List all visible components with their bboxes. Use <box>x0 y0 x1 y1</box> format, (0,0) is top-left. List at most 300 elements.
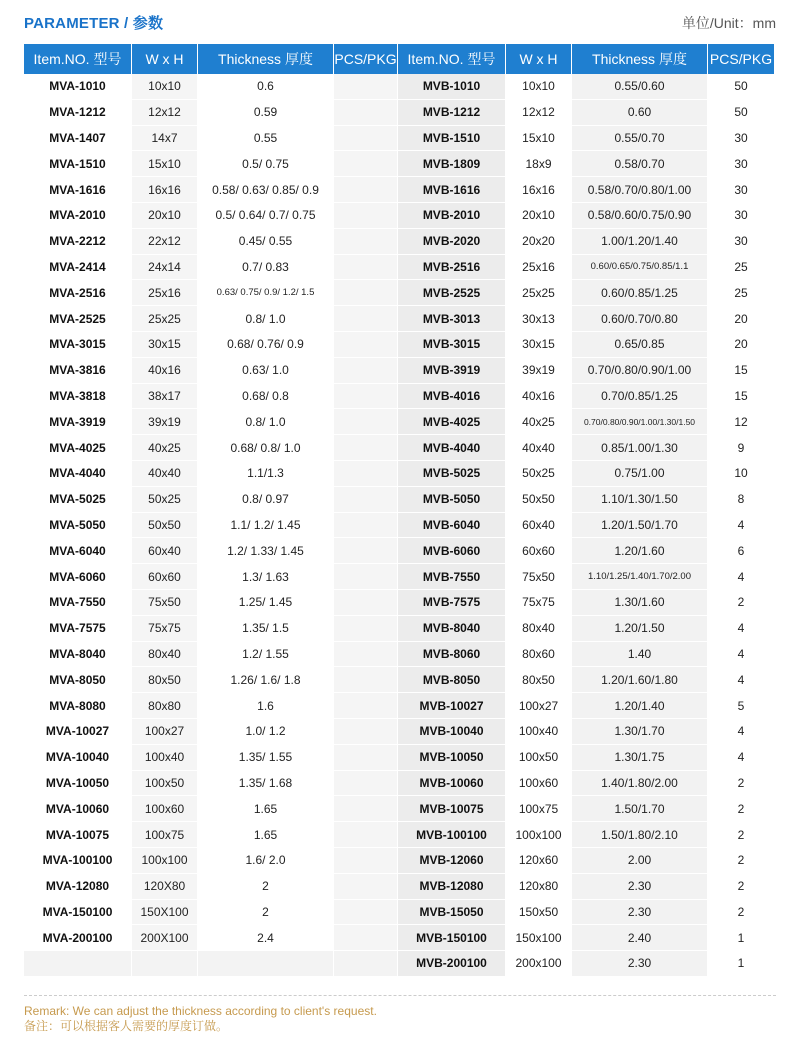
cell-wxh: 39x19 <box>506 358 572 384</box>
cell-pcs-pkg <box>334 745 398 771</box>
table-row <box>24 461 774 487</box>
cell-wxh: 100x60 <box>506 771 572 797</box>
table-row <box>24 332 774 358</box>
cell-item-no: MVA-1010 <box>24 74 132 100</box>
column-header-thickness: Thickness 厚度 <box>198 44 334 74</box>
cell-wxh: 10x10 <box>506 74 572 100</box>
table-row <box>24 771 774 797</box>
cell-wxh: 40x16 <box>132 358 198 384</box>
cell-wxh: 75x75 <box>506 590 572 616</box>
cell-thickness: 1.26/ 1.6/ 1.8 <box>198 667 334 693</box>
cell-item-no: MVA-10075 <box>24 822 132 848</box>
cell-pcs-pkg: 4 <box>708 564 774 590</box>
cell-pcs-pkg: 25 <box>708 280 774 306</box>
cell-thickness: 0.63/ 0.75/ 0.9/ 1.2/ 1.5 <box>198 280 334 306</box>
cell-pcs-pkg <box>334 590 398 616</box>
cell-item-no: MVB-4016 <box>398 384 506 410</box>
cell-pcs-pkg <box>334 461 398 487</box>
cell-wxh: 100x75 <box>132 822 198 848</box>
cell-pcs-pkg: 1 <box>708 925 774 951</box>
cell-thickness: 1.20/1.50/1.70 <box>572 513 708 539</box>
table-row <box>24 100 774 126</box>
cell-pcs-pkg <box>334 513 398 539</box>
cell-thickness: 0.5/ 0.75 <box>198 151 334 177</box>
parameter-table <box>24 44 774 977</box>
cell-item-no: MVB-1809 <box>398 151 506 177</box>
column-header-pcs-pkg: PCS/PKG <box>708 44 774 74</box>
cell-thickness: 0.45/ 0.55 <box>198 229 334 255</box>
cell-thickness: 0.58/0.70/0.80/1.00 <box>572 177 708 203</box>
cell-thickness: 1.35/ 1.5 <box>198 616 334 642</box>
cell-wxh: 100x40 <box>506 719 572 745</box>
cell-pcs-pkg <box>334 642 398 668</box>
cell-pcs-pkg <box>334 126 398 152</box>
cell-wxh: 25x16 <box>132 280 198 306</box>
cell-item-no: MVA-6040 <box>24 538 132 564</box>
cell-item-no: MVA-3818 <box>24 384 132 410</box>
cell-item-no: MVA-3015 <box>24 332 132 358</box>
table-row <box>24 177 774 203</box>
cell-wxh: 150X100 <box>132 900 198 926</box>
cell-item-no: MVB-15050 <box>398 900 506 926</box>
cell-thickness: 2.00 <box>572 848 708 874</box>
cell-item-no: MVA-2414 <box>24 255 132 281</box>
cell-thickness: 0.60/0.70/0.80 <box>572 306 708 332</box>
cell-item-no: MVA-1616 <box>24 177 132 203</box>
cell-item-no: MVA-1407 <box>24 126 132 152</box>
cell-thickness: 1.6 <box>198 693 334 719</box>
cell-thickness: 1.30/1.70 <box>572 719 708 745</box>
cell-pcs-pkg: 2 <box>708 848 774 874</box>
cell-item-no: MVB-10040 <box>398 719 506 745</box>
cell-pcs-pkg: 8 <box>708 487 774 513</box>
cell-wxh: 120x80 <box>506 874 572 900</box>
cell-pcs-pkg: 4 <box>708 745 774 771</box>
cell-pcs-pkg <box>334 409 398 435</box>
cell-thickness: 0.68/ 0.8/ 1.0 <box>198 435 334 461</box>
remark <box>24 1004 377 1034</box>
cell-item-no: MVB-1010 <box>398 74 506 100</box>
cell-thickness: 2 <box>198 874 334 900</box>
cell-wxh <box>132 951 198 977</box>
cell-wxh: 100x27 <box>506 693 572 719</box>
cell-thickness: 1.2/ 1.33/ 1.45 <box>198 538 334 564</box>
cell-thickness: 0.58/0.70 <box>572 151 708 177</box>
cell-wxh: 25x25 <box>132 306 198 332</box>
cell-item-no <box>24 951 132 977</box>
cell-pcs-pkg: 15 <box>708 384 774 410</box>
cell-thickness: 1.20/1.40 <box>572 693 708 719</box>
cell-wxh: 20x20 <box>506 229 572 255</box>
cell-wxh: 120x60 <box>506 848 572 874</box>
cell-pcs-pkg: 15 <box>708 358 774 384</box>
cell-wxh: 80x80 <box>132 693 198 719</box>
table-row <box>24 564 774 590</box>
cell-thickness: 1.50/1.70 <box>572 796 708 822</box>
cell-wxh: 22x12 <box>132 229 198 255</box>
cell-thickness: 0.58/0.60/0.75/0.90 <box>572 203 708 229</box>
cell-wxh: 100x27 <box>132 719 198 745</box>
cell-item-no: MVA-2525 <box>24 306 132 332</box>
table-row <box>24 900 774 926</box>
table-header-row <box>24 44 774 74</box>
cell-pcs-pkg <box>334 384 398 410</box>
cell-wxh: 40x25 <box>506 409 572 435</box>
cell-wxh: 100x60 <box>132 796 198 822</box>
cell-thickness: 2.30 <box>572 900 708 926</box>
cell-wxh: 18x9 <box>506 151 572 177</box>
cell-item-no: MVA-7575 <box>24 616 132 642</box>
cell-item-no: MVB-4025 <box>398 409 506 435</box>
table-row <box>24 306 774 332</box>
cell-wxh: 12x12 <box>506 100 572 126</box>
cell-thickness: 1.2/ 1.55 <box>198 642 334 668</box>
cell-pcs-pkg <box>334 332 398 358</box>
cell-pcs-pkg <box>334 822 398 848</box>
cell-pcs-pkg: 2 <box>708 771 774 797</box>
cell-wxh: 25x16 <box>506 255 572 281</box>
cell-item-no: MVA-5025 <box>24 487 132 513</box>
cell-wxh: 150x50 <box>506 900 572 926</box>
cell-wxh: 40x40 <box>132 461 198 487</box>
table-row <box>24 719 774 745</box>
cell-item-no: MVA-6060 <box>24 564 132 590</box>
cell-item-no: MVB-7550 <box>398 564 506 590</box>
table-row <box>24 435 774 461</box>
table-row <box>24 538 774 564</box>
cell-wxh: 80x40 <box>506 616 572 642</box>
cell-pcs-pkg: 30 <box>708 229 774 255</box>
table-row <box>24 409 774 435</box>
cell-wxh: 60x40 <box>132 538 198 564</box>
cell-thickness: 1.50/1.80/2.10 <box>572 822 708 848</box>
cell-item-no: MVB-150100 <box>398 925 506 951</box>
cell-thickness: 0.68/ 0.76/ 0.9 <box>198 332 334 358</box>
table-row <box>24 616 774 642</box>
cell-thickness: 2.4 <box>198 925 334 951</box>
cell-wxh: 30x15 <box>132 332 198 358</box>
cell-thickness: 1.10/1.25/1.40/1.70/2.00 <box>572 564 708 590</box>
cell-wxh: 38x17 <box>132 384 198 410</box>
table-row <box>24 848 774 874</box>
cell-item-no: MVA-100100 <box>24 848 132 874</box>
cell-pcs-pkg: 4 <box>708 513 774 539</box>
cell-item-no: MVB-2020 <box>398 229 506 255</box>
cell-item-no: MVB-10060 <box>398 771 506 797</box>
table-row <box>24 925 774 951</box>
cell-item-no: MVA-8050 <box>24 667 132 693</box>
cell-wxh: 15x10 <box>506 126 572 152</box>
page-header <box>24 8 776 36</box>
cell-wxh: 100x100 <box>132 848 198 874</box>
cell-pcs-pkg <box>334 74 398 100</box>
cell-pcs-pkg <box>334 693 398 719</box>
table-row <box>24 513 774 539</box>
cell-wxh: 50x50 <box>506 487 572 513</box>
column-header-wxh: W x H <box>132 44 198 74</box>
cell-thickness: 0.65/0.85 <box>572 332 708 358</box>
cell-pcs-pkg: 4 <box>708 616 774 642</box>
cell-pcs-pkg: 4 <box>708 642 774 668</box>
cell-wxh: 50x50 <box>132 513 198 539</box>
cell-pcs-pkg: 30 <box>708 151 774 177</box>
cell-wxh: 50x25 <box>132 487 198 513</box>
remark-english: Remark: We can adjust the thickness according to client's request. <box>24 1004 377 1018</box>
cell-thickness: 0.68/ 0.8 <box>198 384 334 410</box>
cell-item-no: MVA-1212 <box>24 100 132 126</box>
cell-wxh: 16x16 <box>132 177 198 203</box>
cell-thickness: 0.63/ 1.0 <box>198 358 334 384</box>
cell-wxh: 10x10 <box>132 74 198 100</box>
cell-pcs-pkg <box>334 177 398 203</box>
cell-item-no: MVA-10050 <box>24 771 132 797</box>
cell-item-no: MVB-3919 <box>398 358 506 384</box>
cell-thickness: 1.40/1.80/2.00 <box>572 771 708 797</box>
cell-item-no: MVA-10040 <box>24 745 132 771</box>
table-row <box>24 745 774 771</box>
cell-pcs-pkg: 2 <box>708 900 774 926</box>
cell-wxh: 100x100 <box>506 822 572 848</box>
cell-item-no: MVB-3015 <box>398 332 506 358</box>
cell-item-no: MVA-10027 <box>24 719 132 745</box>
cell-thickness: 1.0/ 1.2 <box>198 719 334 745</box>
cell-thickness: 2 <box>198 900 334 926</box>
column-header-thickness: Thickness 厚度 <box>572 44 708 74</box>
cell-thickness: 0.75/1.00 <box>572 461 708 487</box>
column-header-item-no: Item.NO. 型号 <box>24 44 132 74</box>
cell-pcs-pkg <box>334 951 398 977</box>
cell-thickness: 0.8/ 1.0 <box>198 306 334 332</box>
cell-wxh: 200X100 <box>132 925 198 951</box>
cell-item-no: MVA-2212 <box>24 229 132 255</box>
cell-item-no: MVA-10060 <box>24 796 132 822</box>
cell-wxh: 20x10 <box>132 203 198 229</box>
column-header-wxh: W x H <box>506 44 572 74</box>
cell-item-no: MVA-8040 <box>24 642 132 668</box>
table-row <box>24 126 774 152</box>
cell-thickness: 0.55/0.60 <box>572 74 708 100</box>
cell-thickness: 2.40 <box>572 925 708 951</box>
cell-item-no: MVB-1510 <box>398 126 506 152</box>
cell-item-no: MVA-150100 <box>24 900 132 926</box>
table-row <box>24 203 774 229</box>
cell-wxh: 80x50 <box>132 667 198 693</box>
cell-pcs-pkg <box>334 255 398 281</box>
cell-thickness: 0.70/0.80/0.90/1.00/1.30/1.50 <box>572 409 708 435</box>
cell-thickness: 1.65 <box>198 796 334 822</box>
cell-pcs-pkg <box>334 796 398 822</box>
cell-pcs-pkg: 4 <box>708 719 774 745</box>
table-row <box>24 667 774 693</box>
cell-thickness: 1.1/ 1.2/ 1.45 <box>198 513 334 539</box>
cell-wxh: 40x16 <box>506 384 572 410</box>
cell-pcs-pkg <box>334 538 398 564</box>
cell-pcs-pkg: 30 <box>708 126 774 152</box>
cell-thickness: 1.1/1.3 <box>198 461 334 487</box>
table-row <box>24 151 774 177</box>
cell-item-no: MVB-1616 <box>398 177 506 203</box>
cell-item-no: MVA-4040 <box>24 461 132 487</box>
cell-pcs-pkg: 20 <box>708 306 774 332</box>
cell-thickness: 1.20/1.60 <box>572 538 708 564</box>
cell-thickness: 0.60/0.85/1.25 <box>572 280 708 306</box>
cell-pcs-pkg <box>334 487 398 513</box>
cell-wxh: 80x40 <box>132 642 198 668</box>
cell-wxh: 80x60 <box>506 642 572 668</box>
cell-thickness: 0.55 <box>198 126 334 152</box>
cell-pcs-pkg: 2 <box>708 590 774 616</box>
cell-thickness: 0.70/0.80/0.90/1.00 <box>572 358 708 384</box>
cell-thickness: 1.20/1.60/1.80 <box>572 667 708 693</box>
cell-pcs-pkg <box>334 435 398 461</box>
cell-wxh: 150x100 <box>506 925 572 951</box>
cell-item-no: MVA-3816 <box>24 358 132 384</box>
table-row <box>24 874 774 900</box>
cell-pcs-pkg: 4 <box>708 667 774 693</box>
cell-thickness: 0.8/ 1.0 <box>198 409 334 435</box>
cell-thickness: 0.58/ 0.63/ 0.85/ 0.9 <box>198 177 334 203</box>
cell-thickness: 0.85/1.00/1.30 <box>572 435 708 461</box>
cell-wxh: 50x25 <box>506 461 572 487</box>
table-row <box>24 384 774 410</box>
cell-pcs-pkg <box>334 306 398 332</box>
cell-wxh: 75x50 <box>506 564 572 590</box>
cell-pcs-pkg <box>334 229 398 255</box>
cell-pcs-pkg <box>334 900 398 926</box>
cell-wxh: 14x7 <box>132 126 198 152</box>
cell-pcs-pkg: 5 <box>708 693 774 719</box>
cell-item-no: MVB-12080 <box>398 874 506 900</box>
cell-thickness: 0.60/0.65/0.75/0.85/1.1 <box>572 255 708 281</box>
cell-wxh: 75x50 <box>132 590 198 616</box>
remark-chinese: 备注：可以根据客人需要的厚度订做。 <box>24 1019 229 1033</box>
cell-item-no: MVA-3919 <box>24 409 132 435</box>
cell-thickness: 1.40 <box>572 642 708 668</box>
cell-wxh: 40x25 <box>132 435 198 461</box>
cell-wxh: 12x12 <box>132 100 198 126</box>
cell-wxh: 20x10 <box>506 203 572 229</box>
cell-wxh: 60x60 <box>132 564 198 590</box>
cell-wxh: 40x40 <box>506 435 572 461</box>
cell-wxh: 25x25 <box>506 280 572 306</box>
cell-item-no: MVA-5050 <box>24 513 132 539</box>
cell-thickness: 1.00/1.20/1.40 <box>572 229 708 255</box>
cell-thickness: 2.30 <box>572 874 708 900</box>
cell-item-no: MVB-200100 <box>398 951 506 977</box>
cell-thickness: 0.6 <box>198 74 334 100</box>
cell-item-no: MVA-2010 <box>24 203 132 229</box>
table-row <box>24 642 774 668</box>
cell-wxh: 75x75 <box>132 616 198 642</box>
unit-label: 单位/Unit：mm <box>681 15 776 31</box>
cell-pcs-pkg <box>334 874 398 900</box>
cell-pcs-pkg: 1 <box>708 951 774 977</box>
cell-item-no: MVB-10027 <box>398 693 506 719</box>
cell-thickness: 0.5/ 0.64/ 0.7/ 0.75 <box>198 203 334 229</box>
cell-item-no: MVA-8080 <box>24 693 132 719</box>
cell-thickness: 0.70/0.85/1.25 <box>572 384 708 410</box>
cell-pcs-pkg <box>334 564 398 590</box>
cell-pcs-pkg <box>334 925 398 951</box>
cell-item-no: MVB-6060 <box>398 538 506 564</box>
cell-thickness: 1.10/1.30/1.50 <box>572 487 708 513</box>
cell-wxh: 120X80 <box>132 874 198 900</box>
cell-item-no: MVA-12080 <box>24 874 132 900</box>
cell-item-no: MVA-200100 <box>24 925 132 951</box>
cell-thickness <box>198 951 334 977</box>
cell-item-no: MVA-2516 <box>24 280 132 306</box>
cell-item-no: MVB-2525 <box>398 280 506 306</box>
cell-thickness: 0.60 <box>572 100 708 126</box>
cell-wxh: 16x16 <box>506 177 572 203</box>
cell-wxh: 100x50 <box>506 745 572 771</box>
table-row <box>24 796 774 822</box>
cell-pcs-pkg <box>334 771 398 797</box>
cell-thickness: 1.6/ 2.0 <box>198 848 334 874</box>
cell-item-no: MVB-12060 <box>398 848 506 874</box>
cell-wxh: 200x100 <box>506 951 572 977</box>
column-header-item-no: Item.NO. 型号 <box>398 44 506 74</box>
table-row <box>24 74 774 100</box>
cell-thickness: 1.30/1.60 <box>572 590 708 616</box>
cell-pcs-pkg: 50 <box>708 74 774 100</box>
cell-pcs-pkg: 2 <box>708 822 774 848</box>
cell-thickness: 1.65 <box>198 822 334 848</box>
cell-pcs-pkg <box>334 848 398 874</box>
table-row <box>24 487 774 513</box>
column-header-pcs-pkg: PCS/PKG <box>334 44 398 74</box>
cell-item-no: MVB-2010 <box>398 203 506 229</box>
cell-thickness: 0.59 <box>198 100 334 126</box>
cell-item-no: MVB-5025 <box>398 461 506 487</box>
cell-item-no: MVA-4025 <box>24 435 132 461</box>
cell-item-no: MVB-10075 <box>398 796 506 822</box>
cell-pcs-pkg <box>334 280 398 306</box>
table-row <box>24 358 774 384</box>
cell-thickness: 0.55/0.70 <box>572 126 708 152</box>
table-row <box>24 280 774 306</box>
cell-thickness: 1.35/ 1.68 <box>198 771 334 797</box>
cell-item-no: MVB-8060 <box>398 642 506 668</box>
cell-thickness: 1.20/1.50 <box>572 616 708 642</box>
cell-pcs-pkg: 2 <box>708 796 774 822</box>
cell-thickness: 1.35/ 1.55 <box>198 745 334 771</box>
cell-pcs-pkg <box>334 667 398 693</box>
cell-wxh: 100x50 <box>132 771 198 797</box>
cell-pcs-pkg: 25 <box>708 255 774 281</box>
cell-wxh: 100x40 <box>132 745 198 771</box>
cell-item-no: MVB-4040 <box>398 435 506 461</box>
table-row <box>24 229 774 255</box>
cell-pcs-pkg: 30 <box>708 203 774 229</box>
cell-thickness: 0.8/ 0.97 <box>198 487 334 513</box>
cell-pcs-pkg <box>334 151 398 177</box>
cell-item-no: MVB-100100 <box>398 822 506 848</box>
cell-thickness: 1.3/ 1.63 <box>198 564 334 590</box>
cell-pcs-pkg <box>334 719 398 745</box>
cell-thickness: 2.30 <box>572 951 708 977</box>
cell-item-no: MVB-3013 <box>398 306 506 332</box>
cell-pcs-pkg: 20 <box>708 332 774 358</box>
table-row <box>24 822 774 848</box>
cell-item-no: MVB-2516 <box>398 255 506 281</box>
cell-thickness: 1.25/ 1.45 <box>198 590 334 616</box>
cell-pcs-pkg: 50 <box>708 100 774 126</box>
cell-pcs-pkg: 12 <box>708 409 774 435</box>
cell-pcs-pkg: 30 <box>708 177 774 203</box>
cell-pcs-pkg: 9 <box>708 435 774 461</box>
cell-wxh: 39x19 <box>132 409 198 435</box>
